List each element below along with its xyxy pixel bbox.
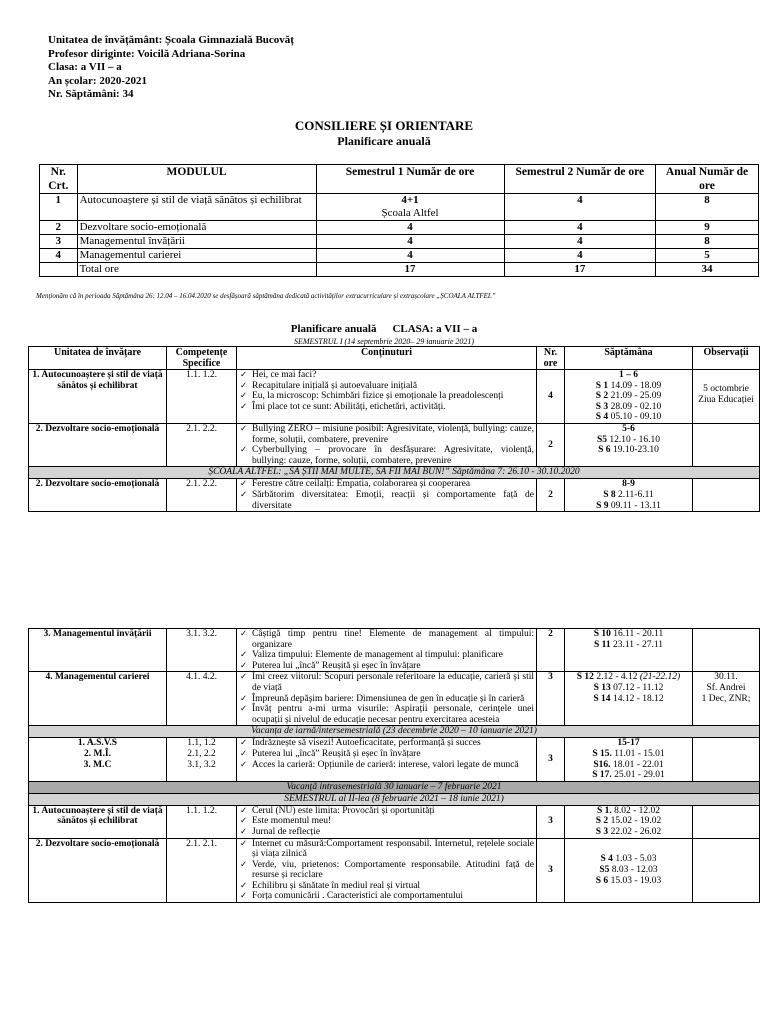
- band-text: Vacanța de iarnă/intersemestrială (23 decembrie 2020 – 10 ianuarie 2021): [29, 726, 760, 738]
- observation-cell: [693, 838, 760, 903]
- week-entry: S 3 22.02 - 26.02: [595, 826, 662, 837]
- hours-cell: 2: [537, 423, 565, 466]
- document-title: CONSILIERE ȘI ORIENTARE: [294, 118, 474, 133]
- list-item: ✓ Eu, la microscop: Schimbări fizice și emoționale la preadolescenți: [239, 391, 534, 402]
- sem1-note: Școala Altfel: [381, 207, 439, 219]
- sem1-hours: 4+1: [401, 194, 419, 206]
- table-row: [40, 249, 759, 263]
- comp-cell: [167, 738, 237, 781]
- table-row: [40, 194, 759, 221]
- hours-cell: 3: [537, 672, 565, 726]
- list-item: ✓ Ferestre către ceilalți: Empatia, colaborarea și cooperarea: [239, 479, 534, 490]
- header-modul: MODULUL: [77, 165, 316, 194]
- school-altfel-note: Menționăm că în perioada Săptămâna 26: 12.04 – 16.04.2020 se desfășoară săptămâna dedicată activităților extracurriculare și extrașcolare „ȘCOALA ALTFEL”: [36, 292, 496, 300]
- cell-sem2: 4: [504, 249, 656, 263]
- cell-anual: 8: [656, 194, 759, 221]
- plan-title: Planificare anuală: [290, 323, 377, 335]
- content-cell: [237, 370, 537, 424]
- intra-semester-vacation-band: [29, 781, 760, 793]
- weeks-count: Nr. Săptămâni: 34: [48, 88, 134, 100]
- cell-sem1: 4: [316, 221, 504, 235]
- cell-modul: Managementul învățării: [77, 235, 316, 249]
- total-sem1: 17: [316, 263, 504, 277]
- cell-anual: 5: [656, 249, 759, 263]
- week-entry: S 4 1.03 - 5.03: [600, 854, 657, 865]
- list-item: ✓ Bullying ZERO – misiune posibil: Agresivitate, violență, bullying: cauze, forme, soluții, combatere, prevenire: [239, 424, 534, 445]
- week-entry: S 9 09.11 - 13.11: [596, 500, 661, 511]
- observation-line: 1 Dec, ZNR;: [701, 693, 751, 704]
- cell-sem1: [316, 194, 504, 221]
- week-cell: [565, 672, 693, 726]
- observation-cell: [693, 738, 760, 781]
- cell-sem2: 4: [504, 194, 656, 221]
- list-item: ✓ Hei, ce mai faci?: [239, 370, 534, 381]
- comp-cell: 1.1. 1.2.: [167, 805, 237, 838]
- list-item: ✓ Câștigă timp pentru tine! Elemente de management al timpului: organizare: [239, 629, 534, 650]
- cell-nr: 3: [40, 235, 78, 249]
- plan-table-continued: [28, 628, 760, 903]
- semester-1-label: SEMESTRUL I (14 septembrie 2020– 29 ianuarie 2021): [293, 337, 475, 346]
- list-item: ✓ Valiza timpului: Elemente de management al timpului: planificare: [239, 650, 534, 661]
- week-range: 8-9: [622, 479, 635, 490]
- week-cell: [565, 370, 693, 424]
- list-item: ✓ Cerul (NU) este limita: Provocări și oportunități: [239, 806, 534, 817]
- comp-cell: 4.1. 4.2.: [167, 672, 237, 726]
- unit-cell: 1. Autocunoaștere și stil de viață sănătos și echilibrat: [29, 370, 167, 424]
- observation-cell: [693, 423, 760, 466]
- unit-cell: 2. Dezvoltare socio-emoțională: [29, 838, 167, 903]
- week-range: 1 – 6: [619, 370, 638, 380]
- header-nr: Nr. Crt.: [40, 165, 78, 194]
- content-cell: [237, 479, 537, 512]
- week-cell: [565, 629, 693, 672]
- teacher-name: Profesor diriginte: Voicilă Adriana-Sorina: [48, 47, 246, 60]
- list-item: ✓ Îmi place tot ce sunt: Abilități, etichetări, activități.: [239, 402, 534, 413]
- plan-table-semester-1: [28, 346, 760, 512]
- list-item: ✓ Puterea lui „încă” Reușită și eșec în învățare: [239, 749, 534, 760]
- comp-line: 3.1, 3.2: [187, 759, 216, 770]
- band-text: SEMESTRUL al II-lea (8 februarie 2021 – 18 iunie 2021): [29, 793, 760, 805]
- table-row: [29, 738, 760, 781]
- cell-sem1: 4: [316, 235, 504, 249]
- total-label: Total ore: [77, 263, 316, 277]
- header-comp: Competențe Specifice: [167, 347, 237, 370]
- week-entry: S 1. 8.02 - 12.02: [596, 805, 661, 816]
- observation-cell: [693, 805, 760, 838]
- hours-cell: 2: [537, 629, 565, 672]
- week-entry: S5 8.03 - 12.03: [599, 864, 658, 875]
- cell-anual: 8: [656, 235, 759, 249]
- observation-cell: [693, 479, 760, 512]
- week-entry: S 15. 11.01 - 15.01: [592, 748, 665, 759]
- header-week: Săptămâna: [565, 347, 693, 370]
- list-item: ✓ Învăț pentru a-mi urma visurile: Aspirații personale, cerințele unei ocupații și nivelul de educație necesar pentru exercitarea acesteia: [239, 704, 534, 725]
- week-entry: S 6 19.10-23.10: [598, 445, 659, 456]
- list-item: ✓ Sărbătorim diversitatea: Emoții, reacții și comportamente față de diversitate: [239, 490, 534, 511]
- header-obs: Observații: [693, 347, 760, 370]
- summary-table: [39, 164, 759, 277]
- unit-cell: 2. Dezvoltare socio-emoțională: [29, 423, 167, 466]
- list-item: ✓ Este momentul meu!: [239, 816, 534, 827]
- comp-cell: 2.1. 2.2.: [167, 423, 237, 466]
- plan-heading: [0, 323, 768, 335]
- summary-header-row: [40, 165, 759, 194]
- comp-cell: 2.1. 2.1.: [167, 838, 237, 903]
- content-cell: [237, 738, 537, 781]
- week-entry: S 1 14.09 - 18.09: [595, 380, 662, 391]
- week-entry: S 13 07.12 - 11.12: [593, 682, 664, 693]
- cell-sem2: 4: [504, 235, 656, 249]
- list-item: ✓ Îmi creez viitorul: Scopuri personale referitoare la educație, carieră și stil de viață: [239, 672, 534, 693]
- list-item: ✓ Echilibru și sănătate în mediul real și virtual: [239, 881, 534, 892]
- unit-cell: 1. Autocunoaștere și stil de viață sănătos și echilibrat: [29, 805, 167, 838]
- hours-cell: 3: [537, 738, 565, 781]
- week-range: 15-17: [617, 738, 640, 749]
- total-sem2: 17: [504, 263, 656, 277]
- content-cell: [237, 838, 537, 903]
- observation-cell: [693, 672, 760, 726]
- week-entry: S 14 14.12 - 18.12: [593, 693, 664, 704]
- school-year: An școlar: 2020-2021: [48, 74, 147, 87]
- unit-cell: 4. Managementul carierei: [29, 672, 167, 726]
- table-row: [29, 479, 760, 512]
- week-entry: S 17. 25.01 - 29.01: [592, 770, 665, 781]
- cell-anual: 9: [656, 221, 759, 235]
- observation-cell: [693, 629, 760, 672]
- content-cell: [237, 423, 537, 466]
- comp-line: 2.1, 2.2: [187, 748, 216, 759]
- document-header: [48, 34, 294, 102]
- comp-cell: 3.1. 3.2.: [167, 629, 237, 672]
- hours-cell: 3: [537, 838, 565, 903]
- week-entry: S5 12.10 - 16.10: [596, 434, 661, 445]
- table-row: [29, 672, 760, 726]
- header-anual: Anual Număr de ore: [656, 165, 759, 194]
- list-item: ✓ Forța comunicării . Caracteristici ale comportamentului: [239, 891, 534, 902]
- cell-sem1: 4: [316, 249, 504, 263]
- band-text: Vacanță intrasemestrială 30 ianuarie – 7 februarie 2021: [29, 781, 760, 793]
- list-item: ✓ Împreună depășim bariere: Dimensiunea de gen în educație și în carieră: [239, 694, 534, 705]
- table-row: [29, 423, 760, 466]
- unit-line: 1. A.S.V.S: [77, 738, 118, 749]
- hours-cell: 3: [537, 805, 565, 838]
- list-item: ✓ Internet cu măsură:Comportament responsabil. Internetul, rețelele sociale și viața zilnică: [239, 839, 534, 860]
- week-cell: [565, 738, 693, 781]
- week-entry: S 3 28.09 - 02.10: [595, 401, 662, 412]
- week-cell: [565, 423, 693, 466]
- content-cell: [237, 672, 537, 726]
- week-entry: S 8 2.11-6.11: [603, 489, 654, 500]
- header-nr-ore: Nr. ore: [537, 347, 565, 370]
- comp-line: 1.1, 1.2: [187, 738, 216, 749]
- week-entry: S 10 16.11 - 20.11: [593, 629, 664, 639]
- week-entry: S 11 23.11 - 27.11: [594, 639, 663, 650]
- week-entry: S 2 21.09 - 25.09: [595, 391, 662, 402]
- cell-nr: 2: [40, 221, 78, 235]
- school-altfel-band: [29, 467, 760, 479]
- cell-nr: 4: [40, 249, 78, 263]
- comp-cell: 2.1. 2.2.: [167, 479, 237, 512]
- winter-vacation-band: [29, 726, 760, 738]
- table-row: [29, 805, 760, 838]
- unit-cell: [29, 738, 167, 781]
- plan-header-row: [29, 347, 760, 370]
- week-entry: S 12 2.12 - 4.12 (21-22.12): [576, 672, 681, 683]
- observation-line: 30.11.: [714, 672, 738, 683]
- hours-cell: 4: [537, 370, 565, 424]
- list-item: ✓ Verde, viu, prietenos: Comportamente responsabile. Atitudini față de resurse și reciclare: [239, 860, 534, 881]
- observation-line: Sf. Andrei: [706, 682, 746, 693]
- table-row: [29, 370, 760, 424]
- plan-class: CLASA: a VII – a: [392, 323, 478, 335]
- list-item: ✓ Cyberbullying – provocare în desfășurare: Agresivitate, violență, bullying: cauze, forme, soluții, combatere, prevenire: [239, 445, 534, 466]
- week-entry: S 4 05.10 - 09.10: [595, 412, 662, 423]
- list-item: ✓ Puterea lui „încă” Reușită și eșec în învățare: [239, 661, 534, 672]
- cell-nr: 1: [40, 194, 78, 221]
- cell-sem2: 4: [504, 221, 656, 235]
- week-entry: S 6 15.03 - 19.03: [595, 875, 662, 886]
- comp-cell: 1.1. 1.2.: [167, 370, 237, 424]
- week-cell: [565, 838, 693, 903]
- school-name: Unitatea de învățământ: Școala Gimnazială Bucovăț: [48, 34, 294, 46]
- header-sem2: Semestrul 2 Număr de ore: [504, 165, 656, 194]
- observation-cell: 5 octombrie Ziua Educației: [693, 370, 760, 424]
- header-content: Conținuturi: [237, 347, 537, 370]
- document-subtitle: Planificare anuală: [337, 134, 431, 148]
- semester-2-band: [29, 793, 760, 805]
- table-row: [40, 221, 759, 235]
- table-row: [29, 629, 760, 672]
- content-cell: [237, 805, 537, 838]
- list-item: ✓ Îndrăznește să visezi! Autoeficacitate, performanță și succes: [239, 738, 534, 749]
- cell-modul: Autocunoaștere și stil de viață sănătos și echilibrat: [77, 194, 316, 221]
- week-cell: [565, 479, 693, 512]
- unit-line: 3. M.C: [83, 759, 112, 770]
- band-text: ȘCOALA ALTFEL: „SĂ ȘTII MAI MULTE, SĂ FII MAI BUN!” Săptămâna 7: 26.10 - 30.10.2020: [29, 467, 760, 479]
- list-item: ✓ Jurnal de reflecție: [239, 827, 534, 838]
- list-item: ✓ Recapitulare inițială și autoevaluare inițială: [239, 381, 534, 392]
- total-row: [40, 263, 759, 277]
- cell-modul: Managementul carierei: [77, 249, 316, 263]
- header-sem1: Semestrul 1 Număr de ore: [316, 165, 504, 194]
- week-range: 5-6: [622, 423, 635, 434]
- class-name: Clasa: a VII – a: [48, 61, 122, 73]
- unit-cell: 2. Dezvoltare socio-emoțională: [29, 479, 167, 512]
- unit-line: 2. M.Î.: [84, 748, 111, 759]
- week-entry: S16. 18.01 - 22.01: [593, 759, 664, 770]
- cell-empty: [40, 263, 78, 277]
- hours-cell: 2: [537, 479, 565, 512]
- content-cell: [237, 629, 537, 672]
- list-item: ✓ Acces la carieră: Opțiunile de carieră: interese, valori legate de muncă: [239, 760, 534, 771]
- week-entry: S 2 15.02 - 19.02: [595, 816, 662, 827]
- header-unit: Unitatea de învățare: [29, 347, 167, 370]
- table-row: [40, 235, 759, 249]
- week-cell: [565, 805, 693, 838]
- cell-modul: Dezvoltare socio-emoțională: [77, 221, 316, 235]
- unit-cell: 3. Managementul învățării: [29, 629, 167, 672]
- table-row: [29, 838, 760, 903]
- total-anual: 34: [656, 263, 759, 277]
